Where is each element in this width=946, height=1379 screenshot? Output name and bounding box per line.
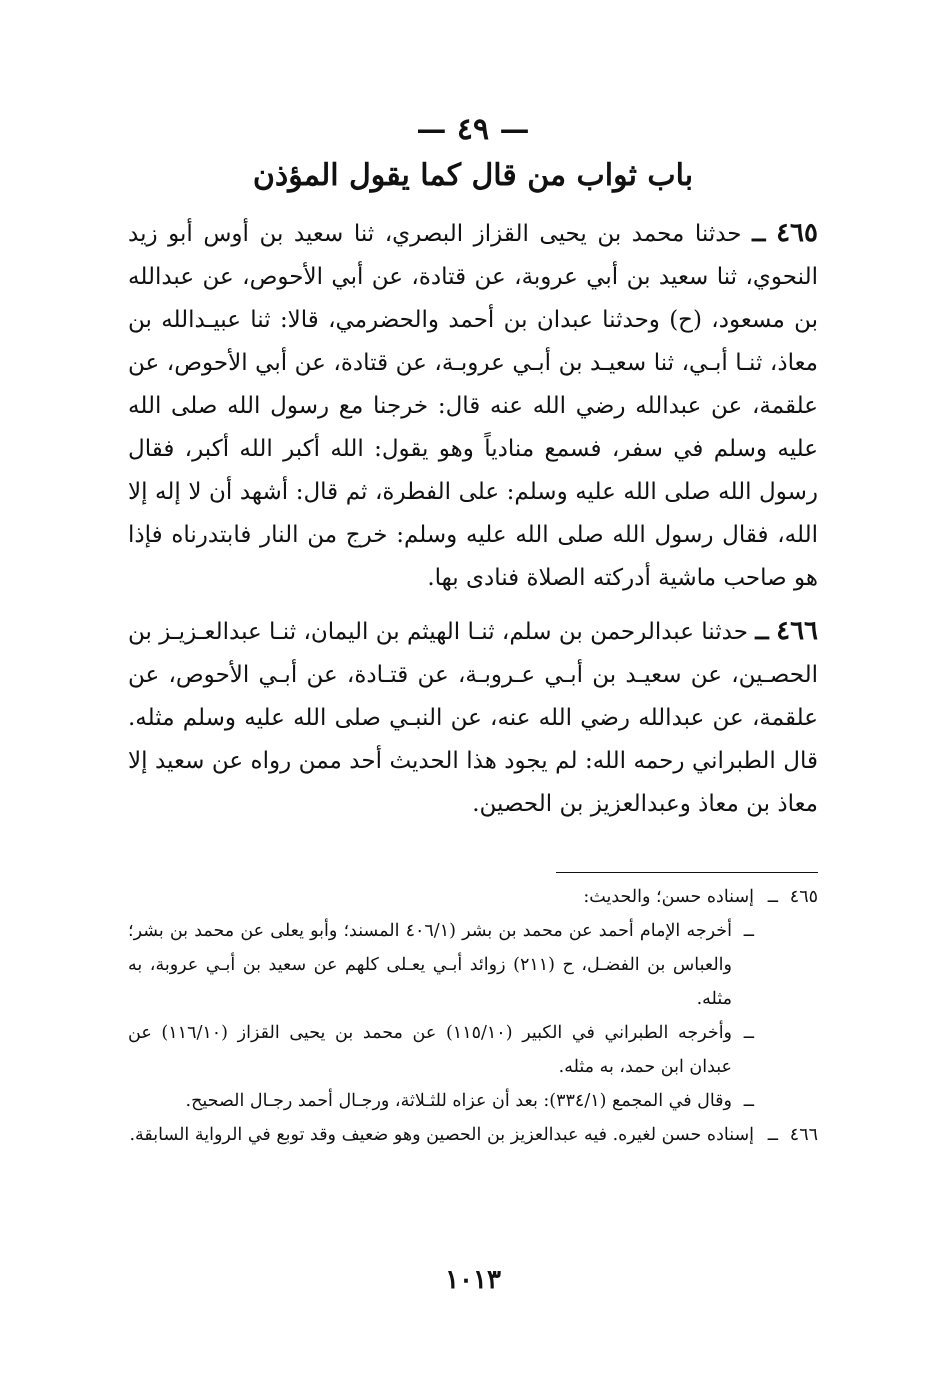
hadith-text: حدثنا محمد بن يحيى القزاز البصري، ثنا سعيد بن أوس أبو زيد النحوي، ثنا سعيد بن أبي عروبة، عن قتادة، عن أبي الأحوص، عن عبدالله بن مسعود، (ح) وحدثنا عبدان بن أحمد والحضرمي، قالا: ثنا عبيـدالله بن معاذ، ثنـا أبـي، ثنا سعيـد بن أبـي عروبـة، عن قتادة، عن أبي الأحوص، عن علقمة، عن عبدالله رضي الله عنه قال: خرجنا مع رسول الله صلى الله عليه وسلم في سفر، فسمع منادياً وهو يقول: الله أكبر الله أكبر، فقال رسول الله صلى الله عليه وسلم: على الفطرة، ثم قال: أشهد أن لا إله إلا الله، فقال رسول الله صلى الله عليه وسلم: خرج من النار فابتدرناه فإذا هو صاحب ماشية أدركته الصلاة فنادى بها. xyxy=(128,221,818,591)
footnote-item xyxy=(128,1084,818,1118)
hadith-465 xyxy=(128,212,818,600)
footnote-item-dash: ــ xyxy=(743,921,754,941)
hadith-dash: ــ xyxy=(755,618,769,645)
hadith-number: ٤٦٦ xyxy=(776,616,819,646)
footnote-item-text: أخرجه الإمام أحمد عن محمد بن بشر (٤٠٦/١ المسند؛ وأبو يعلى عن محمد بن بشر؛ والعباس بن الفضـل، ح (٢١١) زوائد أبـي يعـلى كلهم عن سعيد بن أبـي عروبة، به مثله. xyxy=(128,921,732,1009)
footnote-466 xyxy=(128,1118,818,1152)
footnote-text: إسناده حسن؛ والحديث: xyxy=(583,887,754,907)
hadith-number: ٤٦٥ xyxy=(776,218,818,248)
footnotes xyxy=(128,880,818,1152)
footnote-dash: ــ xyxy=(767,887,778,907)
section-number: — ٤٩ — xyxy=(416,112,530,147)
hadith-text: حدثنا عبدالرحمن بن سلم، ثنـا الهيثم بن اليمان، ثنـا عبدالعـزيـز بن الحصـين، عن سعيـد بن أبـي عـروبـة، عن قتـادة، عن أبـي الأحوص، عن علقمة، عن عبدالله رضي الله عنه، عن النبـي صلى الله عليه وسلم مثله. قال الطبراني رحمه الله: لم يجود هذا الحديث أحد ممن رواه عن سعيد إلا معاذ بن معاذ وعبدالعزيز بن الحصين. xyxy=(128,619,818,817)
footnote-465 xyxy=(128,880,818,914)
hadith-dash: ــ xyxy=(752,220,766,247)
footnote-item-text: وقال في المجمع (٣٣٤/١): بعد أن عزاه للثـلاثة، ورجـال أحمد رجـال الصحيح. xyxy=(185,1091,732,1111)
footnote-dash: ــ xyxy=(767,1125,778,1145)
footnote-text: إسناده حسن لغيره. فيه عبدالعزيز بن الحصين وهو ضعيف وقد توبع في الرواية السابقة. xyxy=(129,1125,754,1145)
chapter-title: باب ثواب من قال كما يقول المؤذن xyxy=(252,158,694,193)
main-text xyxy=(128,212,818,836)
page-number: ١٠١٣ xyxy=(445,1265,501,1295)
footnote-item xyxy=(128,914,818,1016)
footnote-item-text: وأخرجه الطبراني في الكبير (١١٥/١٠) عن محمد بن يحيى القزاز (١١٦/١٠) عن عبدان ابن حمد، به مثله. xyxy=(128,1023,733,1077)
footnote-number: ٤٦٦ xyxy=(789,1125,818,1145)
footnote-item-dash: ــ xyxy=(743,1023,754,1043)
footnote-item xyxy=(128,1016,818,1084)
footnote-item-dash: ــ xyxy=(743,1091,754,1111)
footnote-number: ٤٦٥ xyxy=(789,887,818,907)
hadith-466 xyxy=(128,610,818,826)
footnote-separator xyxy=(556,872,818,873)
